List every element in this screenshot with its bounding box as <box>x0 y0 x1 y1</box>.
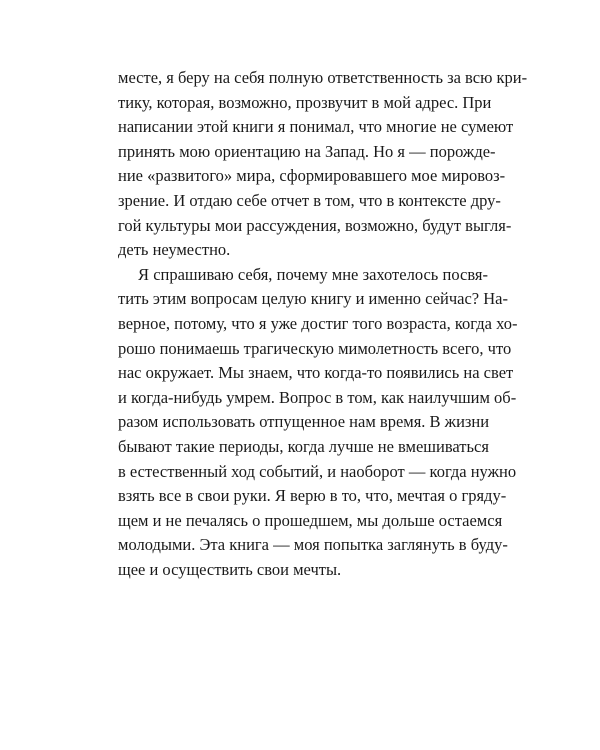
text-line: тить этим вопросам целую книгу и именно сейчас? На- <box>118 289 508 309</box>
text-line: рошо понимаешь трагическую мимолетность всего, что <box>118 338 512 358</box>
text-line: тику, которая, возможно, прозвучит в мой адрес. При <box>118 92 492 112</box>
text-line: Я спрашиваю себя, почему мне захотелось посвя- <box>138 264 488 284</box>
text-line: принять мою ориентацию на Запад. Но я — порожде- <box>118 141 496 161</box>
text-line: написании этой книги я понимал, что многие не сумеют <box>118 117 514 137</box>
text-line: нас окружает. Мы знаем, что когда-то появились на свет <box>118 363 514 383</box>
text-line: зрение. И отдаю себе отчет в том, что в контексте дру- <box>118 190 501 210</box>
text-line: взять все в свои руки. Я верю в то, что, мечтая о гряду- <box>118 486 507 506</box>
text-line: в естественный ход событий, и наоборот — когда нужно <box>118 461 517 481</box>
body-text <box>118 66 528 582</box>
text-line: щее и осуществить свои мечты. <box>118 559 342 579</box>
text-line: щем и не печалясь о прошедшем, мы дольше остаемся <box>118 510 503 530</box>
text-line: молодыми. Эта книга — моя попытка заглянуть в буду- <box>118 535 508 555</box>
text-line: разом использовать отпущенное нам время. В жизни <box>118 412 490 432</box>
paragraph-2 <box>118 263 518 583</box>
text-line: деть неуместно. <box>118 240 231 260</box>
text-line: гой культуры мои рассуждения, возможно, будут выгля- <box>118 215 512 235</box>
paragraph-1 <box>118 66 528 263</box>
text-line: и когда-нибудь умрем. Вопрос в том, как наилучшим об- <box>118 387 517 407</box>
text-line: бывают такие периоды, когда лучше не вмешиваться <box>118 436 489 456</box>
text-line: ние «развитого» мира, сформировавшего мое мировоз- <box>118 166 506 186</box>
text-line: верное, потому, что я уже достиг того возраста, когда хо- <box>118 313 518 333</box>
text-line: месте, я беру на себя полную ответственность за всю кри- <box>118 68 528 87</box>
